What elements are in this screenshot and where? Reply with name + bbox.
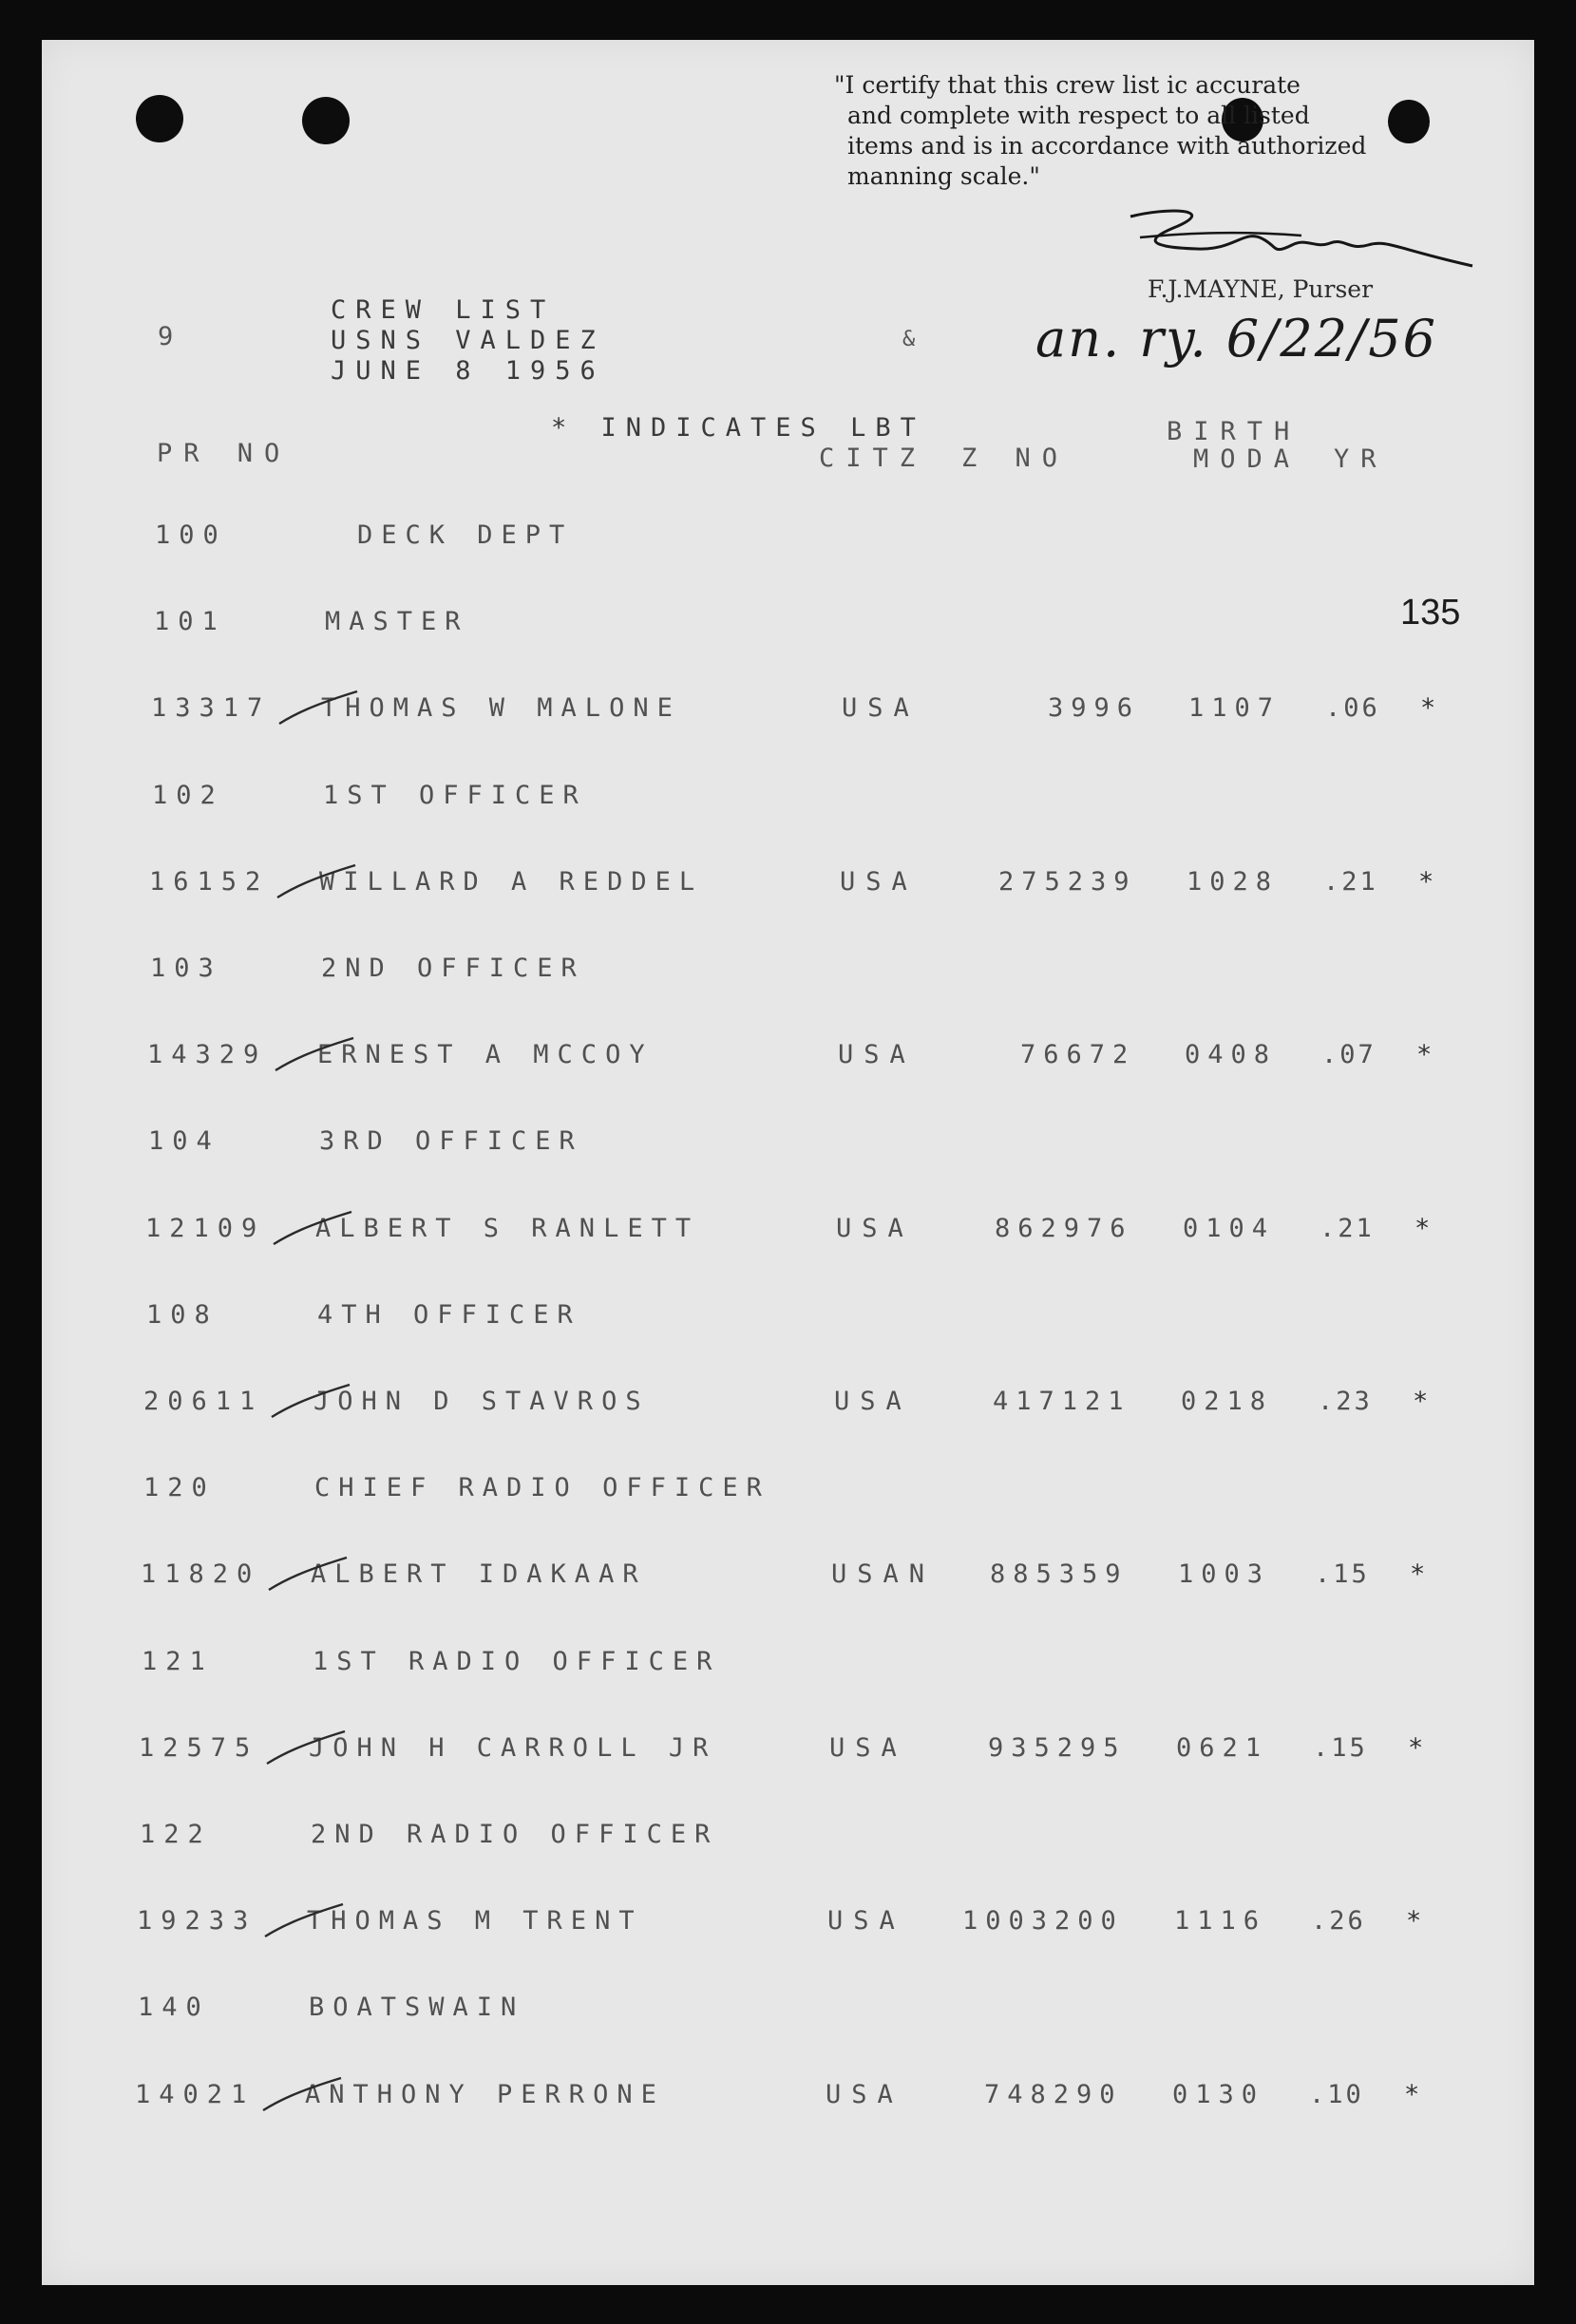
z-number: 275239 [998,867,1137,897]
column-moda: MODA [1193,444,1301,474]
payroll-number: 12109 [145,1214,266,1243]
position-row [0,954,1576,992]
birth-moda: 1003 [1178,1559,1271,1589]
payroll-number: 16152 [149,867,270,897]
birth-year: .07 [1321,1040,1377,1069]
lbt-star: * [1404,2080,1420,2109]
z-number: 3996 [1048,693,1141,723]
lbt-star: * [1413,1387,1429,1416]
birth-year: .21 [1320,1214,1375,1243]
position-row [0,1993,1576,2031]
position-code: 101 [154,607,226,636]
birth-moda: 0621 [1176,1733,1269,1763]
crew-row [0,1559,1576,1597]
crew-row [0,1040,1576,1078]
birth-moda: 0408 [1185,1040,1278,1069]
z-number: 935295 [988,1733,1127,1763]
birth-year: .21 [1323,867,1378,897]
check-mark [268,1377,353,1425]
citizenship: USA [826,2080,903,2109]
birth-moda: 1028 [1187,867,1280,897]
position-row [0,1647,1576,1685]
column-birth: BIRTH [1167,417,1301,446]
crew-name: ANTHONY PERRONE [305,2080,665,2109]
certification-statement [834,70,1518,192]
certification-line: manning scale." [847,162,1040,190]
position-title: 4TH OFFICER [317,1300,581,1330]
position-code: 140 [138,1993,210,2022]
z-number: 76672 [1020,1040,1136,1069]
crew-name: JOHN H CARROLL JR [309,1733,717,1763]
z-number: 748290 [984,2080,1123,2109]
position-code: 104 [148,1126,220,1156]
citizenship: USAN [831,1559,936,1589]
citizenship: USA [827,1906,905,1936]
birth-year: .10 [1309,2080,1364,2109]
payroll-number: 14021 [135,2080,256,2109]
payroll-number: 11820 [141,1559,261,1589]
crew-name: ALBERT S RANLETT [315,1214,700,1243]
position-title: CHIEF RADIO OFFICER [314,1473,770,1502]
check-mark [259,2070,345,2118]
position-row [0,1820,1576,1858]
position-code: 102 [152,781,224,810]
list-date: JUNE 8 1956 [331,356,605,386]
crew-name: THOMAS W MALONE [321,693,681,723]
column-z-no: Z NO [961,444,1070,473]
sheet-number: 9 [158,322,185,351]
birth-year: .06 [1325,693,1380,723]
crew-row [0,867,1576,905]
check-mark [272,1030,357,1078]
crew-name: WILLARD A REDDEL [319,867,704,897]
check-mark [274,858,359,905]
certification-line: "I certify that this crew list ic accurate [834,71,1301,99]
check-mark [263,1724,349,1771]
lbt-star: * [1418,867,1434,897]
punch-hole-second [302,97,350,144]
crew-row [0,1906,1576,1944]
z-number: 862976 [995,1214,1133,1243]
crew-row [0,2080,1576,2118]
z-number: 885359 [990,1559,1129,1589]
position-code: 121 [142,1647,214,1676]
position-code: 120 [143,1473,216,1502]
z-number: 1003200 [962,1906,1124,1936]
citizenship: USA [836,1214,914,1243]
birth-moda: 1107 [1188,693,1282,723]
handwritten-annotation: an. ry. 6/22/56 [1035,309,1437,368]
position-title: 3RD OFFICER [319,1126,583,1156]
ship-name: USNS VALDEZ [331,326,605,355]
page-number: 135 [1400,593,1461,633]
position-code: 108 [146,1300,218,1330]
citizenship: USA [834,1387,912,1416]
payroll-number: 14329 [147,1040,268,1069]
position-code: 103 [150,954,222,983]
check-mark [265,1550,351,1597]
check-mark [270,1204,355,1252]
birth-moda: 0218 [1181,1387,1274,1416]
lbt-star: * [1406,1906,1422,1936]
crew-row [0,693,1576,731]
certification-line: and complete with respect to all listed [847,102,1310,129]
birth-moda: 0104 [1183,1214,1276,1243]
citizenship: USA [840,867,918,897]
ampersand-mark: & [902,328,927,351]
position-title: DECK DEPT [357,520,574,550]
check-mark [261,1897,347,1944]
citizenship: USA [829,1733,907,1763]
crew-row [0,1733,1576,1771]
purser-name: F.J.MAYNE, Purser [1148,275,1374,303]
position-title: MASTER [325,607,469,636]
punch-hole-left [136,95,183,142]
payroll-number: 12575 [139,1733,259,1763]
lbt-star: * [1410,1559,1426,1589]
position-row [0,520,1576,558]
position-title: 1ST OFFICER [323,781,587,810]
crew-name: ERNEST A MCCOY [317,1040,654,1069]
crew-row [0,1387,1576,1425]
position-title: 2ND OFFICER [321,954,585,983]
lbt-legend: * INDICATES LBT [551,413,925,443]
list-title-line-1: CREW LIST [331,295,556,325]
citizenship: USA [838,1040,916,1069]
column-pr-no: PR NO [157,439,292,468]
lbt-star: * [1415,1214,1431,1243]
certification-line: items and is in accordance with authorized [847,132,1367,160]
crew-name: ALBERT IDAKAAR [311,1559,647,1589]
position-title: BOATSWAIN [309,1993,525,2022]
position-row [0,1126,1576,1164]
citizenship: USA [842,693,920,723]
column-yr: YR [1334,444,1388,474]
position-row [0,1473,1576,1511]
check-mark [275,684,361,731]
z-number: 417121 [993,1387,1131,1416]
payroll-number: 19233 [137,1906,257,1936]
position-title: 2ND RADIO OFFICER [311,1820,719,1849]
lbt-star: * [1420,693,1436,723]
birth-year: .15 [1313,1733,1368,1763]
birth-moda: 1116 [1174,1906,1267,1936]
birth-year: .26 [1311,1906,1366,1936]
position-code: 100 [155,520,227,550]
lbt-star: * [1408,1733,1424,1763]
position-row [0,1300,1576,1338]
column-citz: CITZ [819,444,927,473]
position-code: 122 [140,1820,212,1849]
birth-year: .15 [1315,1559,1370,1589]
birth-moda: 0130 [1172,2080,1265,2109]
birth-year: .23 [1318,1387,1373,1416]
crew-row [0,1214,1576,1252]
purser-signature [1111,190,1491,285]
position-row [0,781,1576,819]
payroll-number: 13317 [151,693,272,723]
position-row [0,607,1576,645]
position-title: 1ST RADIO OFFICER [313,1647,721,1676]
crew-name: THOMAS M TRENT [307,1906,643,1936]
crew-name: JOHN D STAVROS [313,1387,650,1416]
payroll-number: 20611 [143,1387,264,1416]
lbt-star: * [1416,1040,1433,1069]
